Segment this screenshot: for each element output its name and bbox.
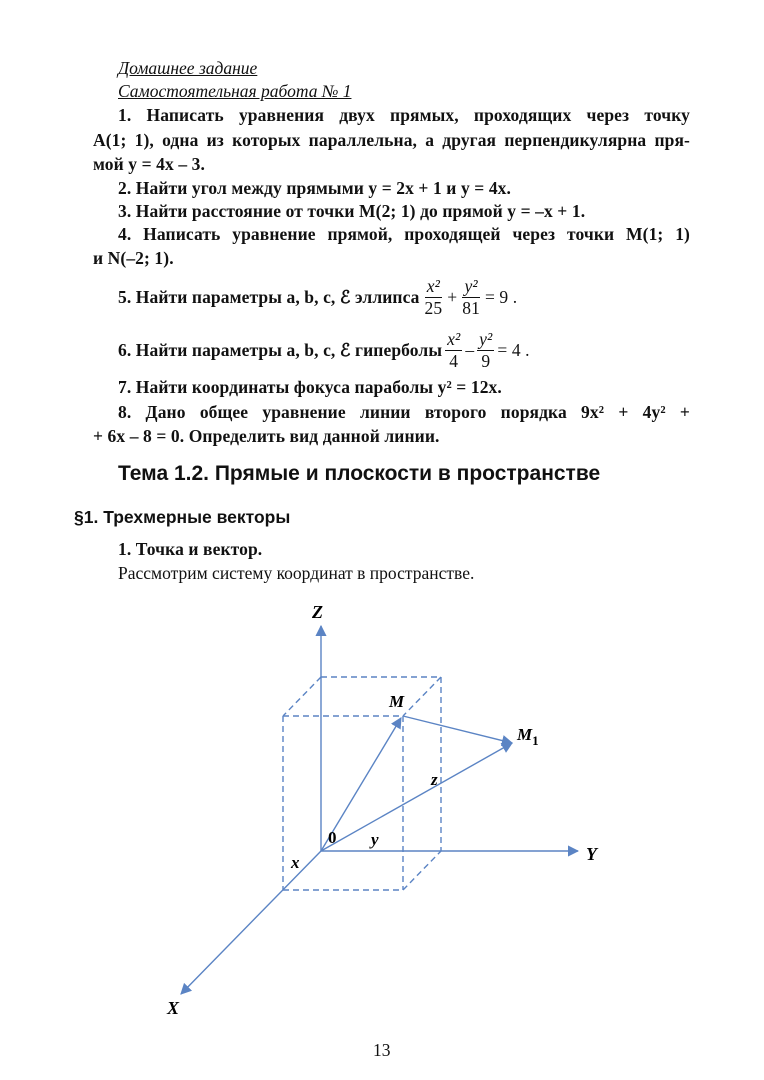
homework-title: Домашнее задание [118, 58, 258, 78]
task-5-fraction-y [460, 277, 482, 318]
task-5-frac2-den: 81 [462, 297, 480, 318]
task-5-frac2-num: y² [464, 275, 478, 296]
intro-text: Рассмотрим систему координат в пространстве. [118, 563, 475, 583]
x-axis [181, 851, 321, 994]
coordinate-figure [0, 590, 764, 1030]
page-number: 13 [373, 1040, 391, 1060]
task-4-line-2: и N(–2; 1). [93, 248, 174, 268]
task-8-line-2: + 6x – 8 = 0. Определить вид данной линии. [93, 426, 440, 446]
sub-title: 1. Точка и вектор. [118, 539, 263, 559]
topic-title: Тема 1.2. Прямые и плоскости в пространстве [118, 462, 601, 485]
task-4-line-1: 4. Написать уравнение прямой, проходящей через точки M(1; 1) [118, 224, 690, 244]
task-6 [118, 323, 530, 377]
task-8-line-1: 8. Дано общее уравнение линии второго порядка 9x² + 4y² + [118, 402, 690, 422]
task-3: 3. Найти расстояние от точки M(2; 1) до прямой y = –x + 1. [118, 201, 586, 221]
task-6-frac1-den: 4 [449, 350, 459, 371]
point-m1-subscript: 1 [532, 733, 539, 748]
point-m1-label: $M_1$ [517, 725, 539, 748]
origin-label: 0 [328, 828, 337, 847]
task-5-rhs: = 9 . [484, 286, 518, 307]
task-6-text: 6. Найти параметры a, b, c, ℰ гиперболы [118, 339, 443, 360]
task-7: 7. Найти координаты фокуса параболы y² = 12x. [118, 377, 502, 397]
task-6-fraction-y [477, 330, 494, 371]
task-2: 2. Найти угол между прямыми y = 2x + 1 и y = 4x. [118, 178, 511, 198]
task-5-plus: + [447, 286, 458, 307]
axis-y-label: Y [586, 844, 597, 864]
task-1-line-1: 1. Написать уравнения двух прямых, проходящих через точку [118, 105, 690, 125]
task-6-minus: – [465, 339, 475, 360]
coord-x-label: x [291, 853, 300, 872]
task-6-rhs: = 4 . [497, 339, 530, 360]
task-6-frac1-num: x² [447, 328, 461, 349]
task-6-frac2-den: 9 [481, 350, 491, 371]
coord-y-label: y [371, 830, 379, 849]
vector-om1 [321, 743, 512, 851]
coord-z-label: z [431, 770, 438, 789]
task-5-frac1-den: 25 [424, 297, 443, 318]
task-5-frac1-num: x² [426, 275, 440, 296]
task-5 [118, 270, 517, 324]
task-6-fraction-x [445, 330, 462, 371]
task-1-line-2: A(1; 1), одна из которых параллельна, а другая перпендикулярна пря- [93, 130, 690, 150]
axis-z-label: Z [312, 602, 323, 622]
task-6-frac2-num: y² [479, 328, 493, 349]
axis-x-label: X [167, 998, 180, 1018]
task-1-line-3: мой y = 4x – 3. [93, 154, 205, 174]
homework-subtitle: Самостоятельная работа № 1 [118, 81, 352, 101]
paragraph-title: §1. Трехмерные векторы [74, 507, 291, 527]
task-5-text: 5. Найти параметры a, b, c, ℰ эллипса [118, 286, 420, 307]
point-m-label: M [389, 692, 405, 711]
task-5-fraction-x [423, 277, 445, 318]
vector-mm1 [403, 716, 512, 743]
